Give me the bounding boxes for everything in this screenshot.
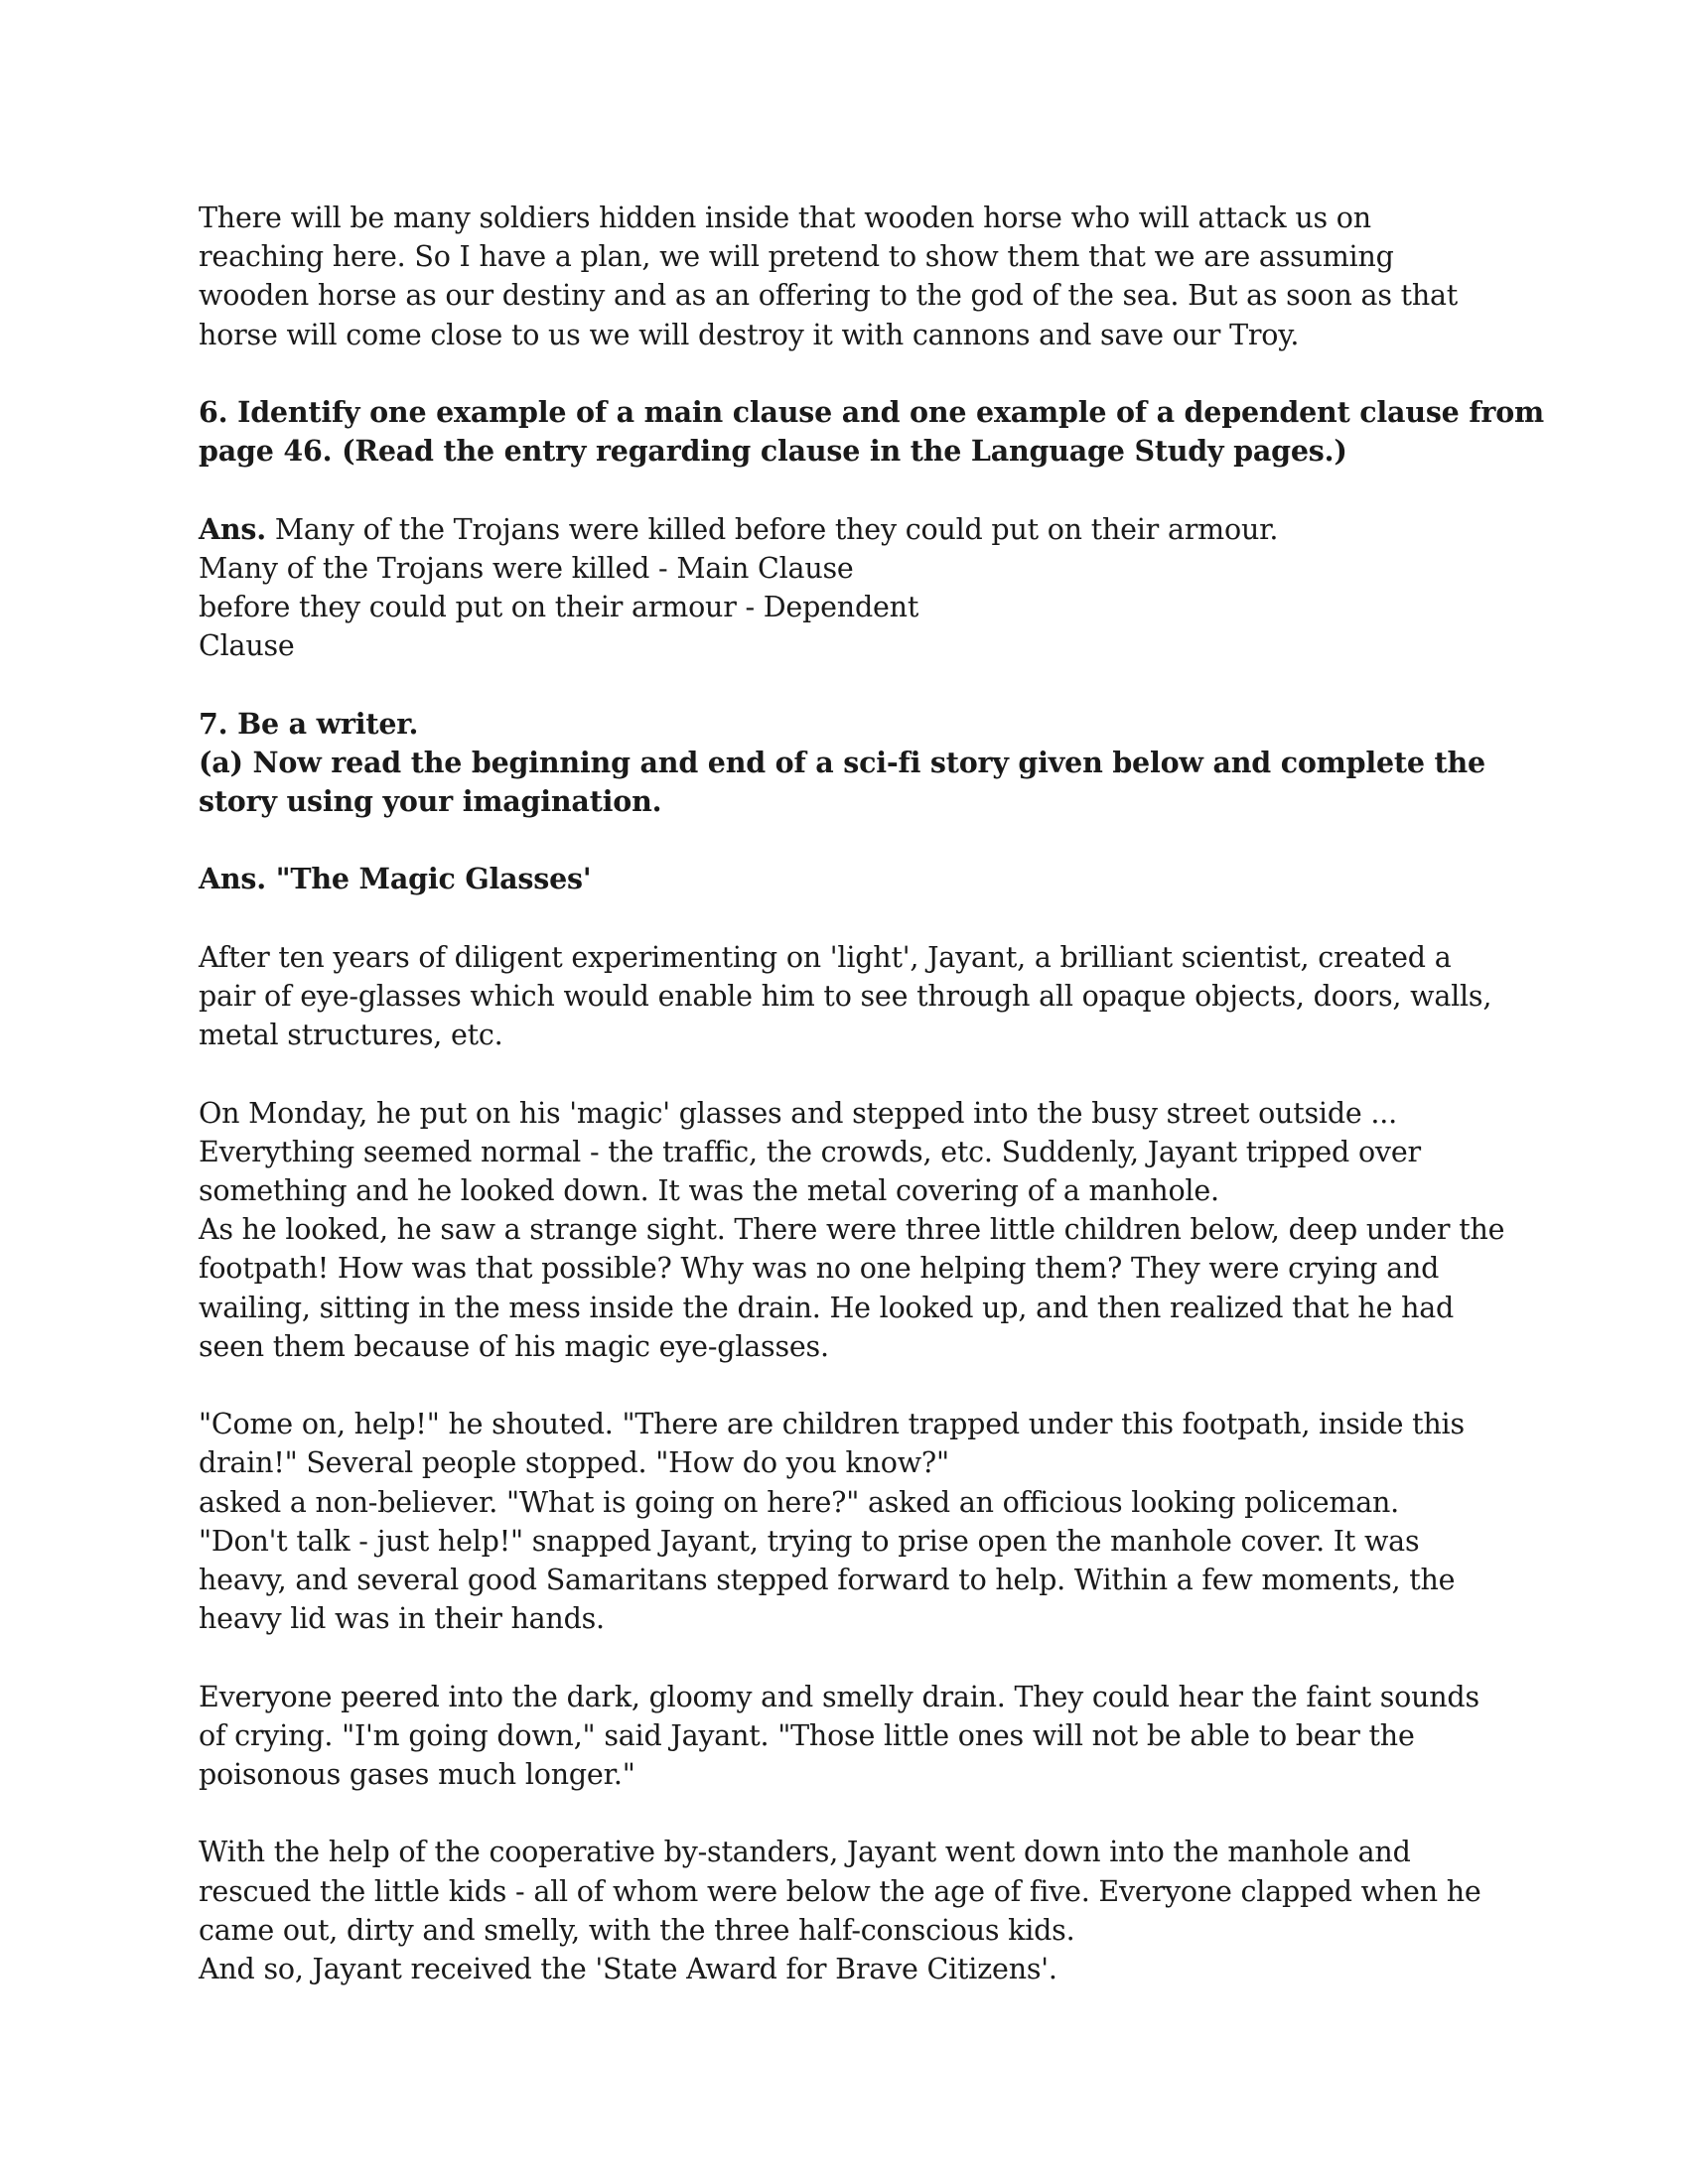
story-title-text: Ans. "The Magic Glasses'	[199, 862, 592, 896]
text-line: something and he looked down. It was the metal covering of a manhole.	[199, 1173, 1219, 1207]
text-line: On Monday, he put on his 'magic' glasses and stepped into the busy street outside ...	[199, 1096, 1397, 1130]
text-line: wailing, sitting in the mess inside the drain. He looked up, and then realized that he had	[199, 1291, 1455, 1324]
text-line: heavy, and several good Samaritans stepped forward to help. Within a few moments, the	[199, 1564, 1456, 1596]
text-line: Everything seemed normal - the traffic, the crowds, etc. Suddenly, Jayant tripped over	[199, 1135, 1421, 1168]
text-line: rescued the little kids - all of whom were below the age of five. Everyone clapped when he	[199, 1874, 1481, 1908]
paragraph-trojan-plan	[199, 199, 1499, 354]
question-6	[199, 393, 1544, 471]
text-line: drain!" Several people stopped. "How do you know?"	[199, 1446, 949, 1480]
text-line: horse will come close to us we will destroy it with cannons and save our Troy.	[199, 318, 1300, 351]
text-line: Everyone peered into the dark, gloomy and smelly drain. They could hear the faint sounds	[199, 1680, 1479, 1713]
document-page	[199, 199, 1544, 2027]
text-line: of crying. "I'm going down," said Jayant. "Those little ones will not be able to bear the	[199, 1718, 1415, 1752]
text-line: metal structures, etc.	[199, 1019, 503, 1052]
text-line: reaching here. So I have a plan, we will pretend to show them that we are assuming	[199, 240, 1394, 274]
text-line: wooden horse as our destiny and as an offering to the god of the sea. But as soon as that	[199, 279, 1459, 313]
answer-line: before they could put on their armour - Dependent	[199, 591, 919, 623]
question-line: 7. Be a writer.	[199, 706, 419, 741]
text-line: And so, Jayant received the 'State Award for Brave Citizens'.	[199, 1953, 1057, 1985]
text-line: As he looked, he saw a strange sight. There were three little children below, deep under the	[199, 1213, 1505, 1247]
question-line: page 46. (Read the entry regarding clause in the Language Study pages.)	[199, 434, 1347, 469]
text-line: heavy lid was in their hands.	[199, 1602, 605, 1636]
answer-line: Clause	[199, 629, 295, 663]
story-paragraph-1	[199, 938, 1499, 1055]
answer-6	[199, 510, 1499, 666]
text-line: poisonous gases much longer."	[199, 1758, 635, 1791]
question-7	[199, 705, 1499, 822]
story-paragraph-5	[199, 1833, 1499, 1988]
story-paragraph-2	[199, 1094, 1505, 1366]
story-paragraph-4	[199, 1678, 1499, 1795]
text-line: "Don't talk - just help!" snapped Jayant, trying to prise open the manhole cover. It was	[199, 1524, 1420, 1558]
answer-line: Many of the Trojans were killed - Main Clause	[199, 551, 854, 585]
text-line: asked a non-believer. "What is going on here?" asked an officious looking policeman.	[199, 1485, 1400, 1519]
text-line: seen them because of his magic eye-glasses.	[199, 1329, 829, 1363]
text-line: footpath! How was that possible? Why was no one helping them? They were crying and	[199, 1252, 1440, 1286]
question-line: story using your imagination.	[199, 784, 662, 818]
answer-label: Ans.	[199, 511, 267, 546]
text-line: came out, dirty and smelly, with the three half-conscious kids.	[199, 1913, 1075, 1947]
story-title	[199, 860, 1499, 898]
answer-first-line	[199, 510, 1499, 549]
text-line: After ten years of diligent experimenting on 'light', Jayant, a brilliant scientist, created a	[199, 940, 1452, 974]
text-line: "Come on, help!" he shouted. "There are children trapped under this footpath, inside this	[199, 1408, 1465, 1441]
text-line: pair of eye-glasses which would enable him to see through all opaque objects, doors, walls,	[199, 979, 1492, 1013]
text-line: With the help of the cooperative by-standers, Jayant went down into the manhole and	[199, 1836, 1411, 1869]
question-line: (a) Now read the beginning and end of a sci-fi story given below and complete the	[199, 745, 1485, 779]
text-line: There will be many soldiers hidden inside that wooden horse who will attack us on	[199, 202, 1371, 234]
answer-text: Many of the Trojans were killed before they could put on their armour.	[266, 512, 1279, 546]
question-line: 6. Identify one example of a main clause and one example of a dependent clause from	[199, 395, 1544, 429]
story-paragraph-3	[199, 1405, 1499, 1638]
